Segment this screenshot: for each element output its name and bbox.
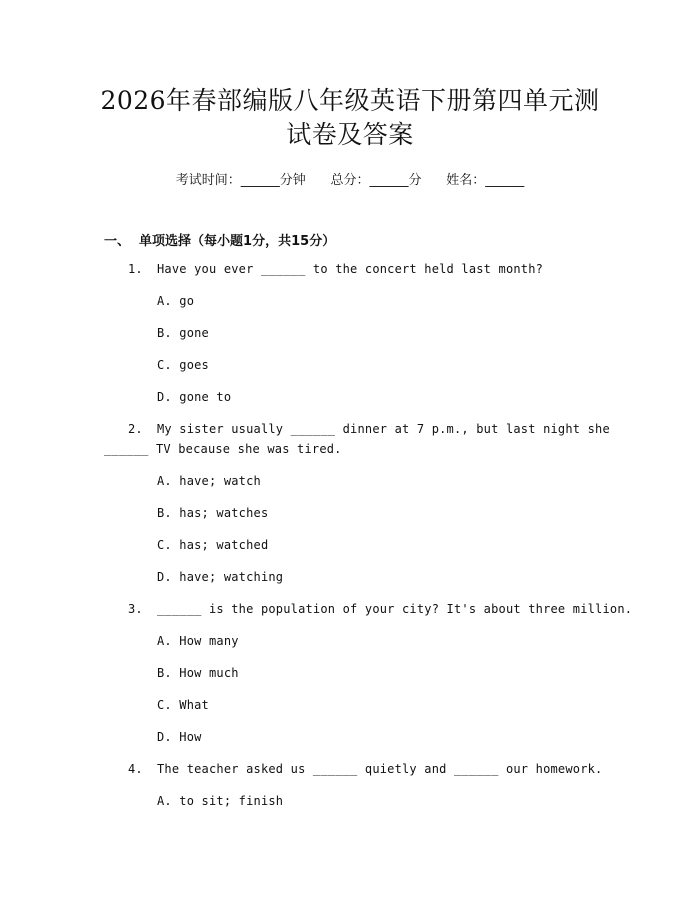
answer-option: D. How <box>157 730 202 744</box>
section-heading: 一、 单项选择（每小题1分，共15分） <box>104 234 336 249</box>
answer-option: C. What <box>157 698 209 712</box>
document-title-line-2: 试卷及答案 <box>286 120 414 149</box>
answer-option: C. has; watched <box>157 538 269 552</box>
question-number: 3. <box>128 602 143 616</box>
question-number: 2. <box>128 422 143 436</box>
answer-option: B. gone <box>157 326 209 340</box>
question-text-continuation: ______ TV because she was tired. <box>104 442 342 456</box>
question-number: 4. <box>128 762 143 776</box>
exam-info-line: 考试时间：______分钟 总分：______分 姓名：______ <box>175 173 525 188</box>
question-text: My sister usually ______ dinner at 7 p.m., but last night she <box>157 422 610 436</box>
answer-option: A. to sit; finish <box>157 794 284 808</box>
question-text: ______ is the population of your city? It's about three million. <box>157 602 633 616</box>
answer-option: A. How many <box>157 634 239 648</box>
answer-option: D. have; watching <box>157 570 284 584</box>
answer-option: A. go <box>157 294 195 308</box>
answer-option: B. How much <box>157 666 239 680</box>
document-title-line-1: 2026年春部编版八年级英语下册第四单元测 <box>100 86 600 115</box>
answer-option: A. have; watch <box>157 474 261 488</box>
answer-option: C. goes <box>157 358 209 372</box>
question-text: The teacher asked us ______ quietly and ______ our homework. <box>157 762 603 776</box>
answer-option: B. has; watches <box>157 506 269 520</box>
question-text: Have you ever ______ to the concert held last month? <box>157 262 544 276</box>
answer-option: D. gone to <box>157 390 232 404</box>
question-number: 1. <box>128 262 143 276</box>
